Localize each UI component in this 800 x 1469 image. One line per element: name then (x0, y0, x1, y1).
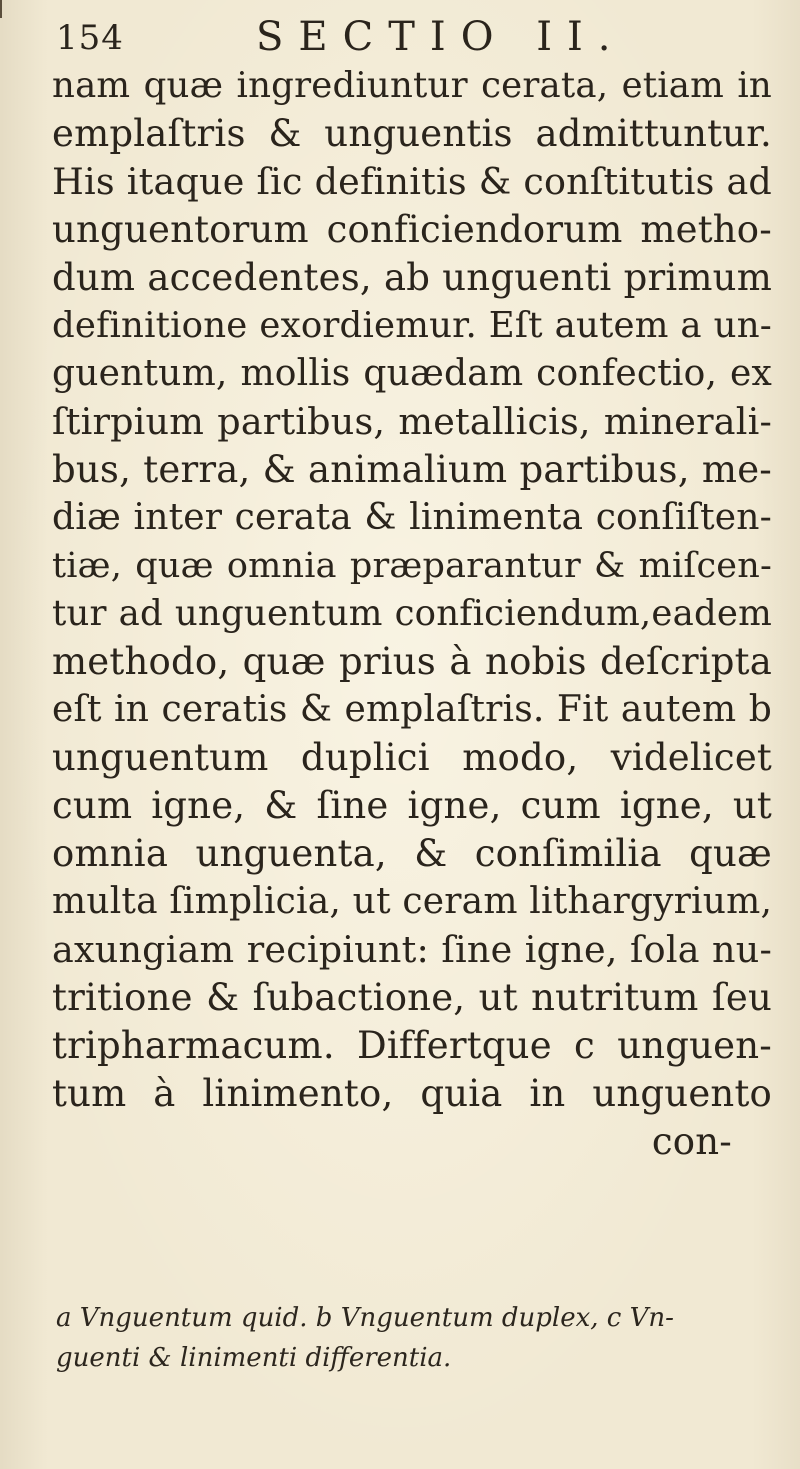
page-number: 154 (56, 18, 124, 58)
section-title: SECTIO II. (256, 14, 626, 60)
text-line: bus, terra, & animalium partibus, me- (52, 448, 772, 491)
footnote-line: guenti & linimenti differentia. (56, 1343, 452, 1373)
catchword: con- (651, 1120, 732, 1163)
text-line: tur ad unguentum conficiendum,eadem (52, 593, 772, 634)
text-line: unguentum duplici modo, videlicet (52, 736, 772, 779)
running-head (56, 12, 766, 64)
body-text (52, 62, 772, 1166)
text-line: eſt in ceratis & emplaſtris. Fit autem b (52, 689, 772, 730)
text-line: multa ſimplicia, ut ceram lithargyrium, (52, 881, 773, 922)
text-line: diæ inter cerata & linimenta conſiſten- (52, 497, 772, 538)
text-line: dum accedentes, ab unguenti primum (52, 256, 772, 299)
text-line: tritione & ſubactione, ut nutritum ſeu (52, 976, 772, 1019)
page-edge-mark (0, 0, 10, 18)
text-line: tripharmacum. Differtque c unguen- (52, 1024, 772, 1067)
text-line: methodo, quæ prius à nobis deſcripta (52, 640, 772, 683)
text-line: tiæ, quæ omnia præparantur & miſcen- (52, 546, 772, 586)
text-line: emplaſtris & unguentis admittuntur. (52, 112, 772, 155)
text-line: tum à linimento, quia in unguento (52, 1072, 772, 1115)
footnote-line: a Vnguentum quid. b Vnguentum duplex, c Vn- (56, 1303, 674, 1333)
text-line: unguentorum conficiendorum metho- (52, 208, 772, 251)
text-line: omnia unguenta, & conſimilia quæ (52, 832, 772, 875)
text-line: ſtirpium partibus, metallicis, minerali- (52, 400, 772, 443)
text-line: cum igne, & ſine igne, cum igne, ut (52, 784, 772, 827)
text-line: axungiam recipiunt: ſine igne, ſola nu- (52, 928, 772, 971)
marginal-notes (56, 1298, 766, 1378)
text-line: His itaque ſic definitis & conſtitutis ad (52, 160, 772, 203)
text-line: guentum, mollis quædam confectio, ex (52, 353, 772, 394)
text-line: nam quæ ingrediuntur cerata, etiam in (52, 65, 772, 106)
text-line: definitione exordiemur. Eſt autem a un- (52, 305, 772, 346)
